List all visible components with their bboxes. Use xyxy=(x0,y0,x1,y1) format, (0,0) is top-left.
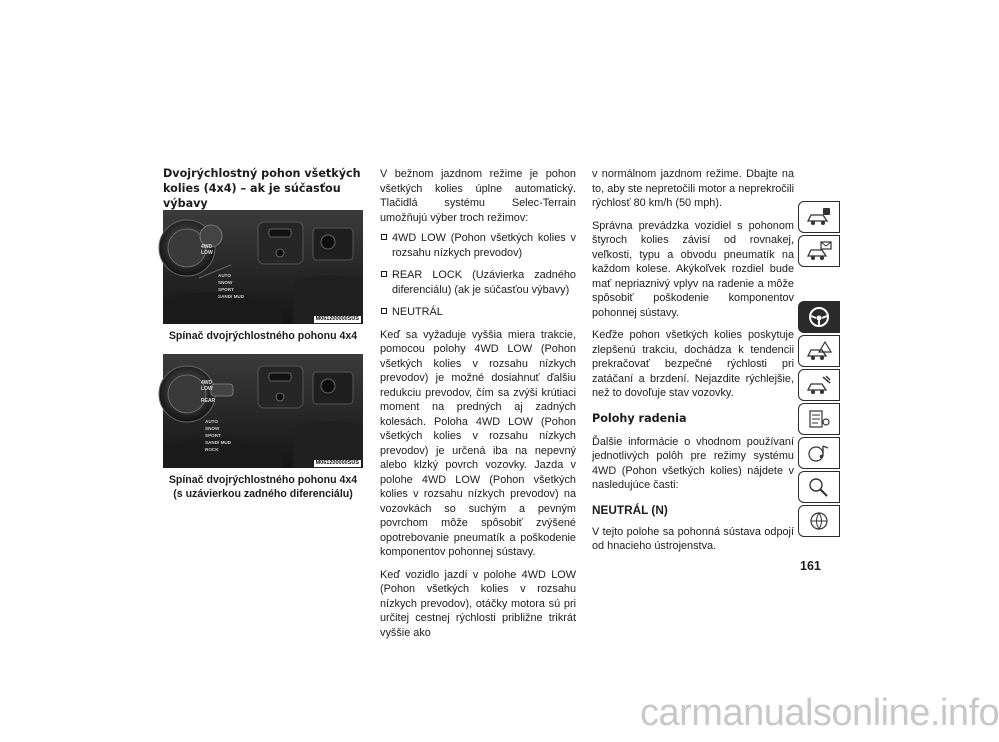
tab-maintenance[interactable] xyxy=(798,403,840,435)
maintenance-list-icon xyxy=(805,408,833,430)
bullet-item: REAR LOCK (Uzávierka zadného diferenciálu) (ak je súčasťou výbavy) xyxy=(380,268,576,297)
image-code: M061200000SUS xyxy=(315,460,359,466)
bullet-item: NEUTRÁL xyxy=(380,305,576,320)
mode-labels: AUTO SNOW SPORT SAND/ MUD ROCK xyxy=(205,419,232,452)
right-column xyxy=(592,167,794,554)
console-illustration-2 xyxy=(163,354,363,468)
bullet-item: 4WD LOW (Pohon všetkých kolies v rozsahu nízkych prevodov) xyxy=(380,231,576,260)
watermark: carmanualsonline.info xyxy=(640,692,999,734)
console-illustration xyxy=(163,210,363,324)
rear-label: REAR xyxy=(201,398,216,404)
checkbox-bullet-icon xyxy=(381,271,387,277)
magnifier-index-icon xyxy=(805,476,833,498)
switch-photo-4x4-rear-lock xyxy=(163,354,363,468)
knob-label: 4WD LOW xyxy=(201,244,213,256)
steering-wheel-icon xyxy=(805,305,833,329)
switch-photo-4x4 xyxy=(163,210,363,324)
tab-languages[interactable] xyxy=(798,505,840,537)
tab-car-message[interactable] xyxy=(798,235,840,267)
knob-label: 4WD LOW xyxy=(201,380,213,392)
tab-multimedia[interactable] xyxy=(798,437,840,469)
body-paragraph: Keďže pohon všetkých kolies poskytuje zlepšenú trakciu, dochádza k tendencii prekračovať bezpečné rýchlosti pri zatáčaní a brzdení. Nejazdite rýchlejšie, než to dovoľuje stav vozovky. xyxy=(592,329,794,399)
mode-labels: AUTO SNOW SPORT SAND/ MUD xyxy=(218,273,245,299)
music-navigation-icon xyxy=(805,442,833,464)
section-heading: Polohy radenia xyxy=(592,411,687,425)
tab-service[interactable] xyxy=(798,369,840,401)
car-warning-icon xyxy=(805,340,833,362)
figure-caption-1: Spínač dvojrýchlostného pohonu 4x4 xyxy=(168,330,358,342)
checkbox-bullet-icon xyxy=(381,308,387,314)
checkbox-bullet-icon xyxy=(381,234,387,240)
image-code: M061200000SUS xyxy=(315,316,359,322)
body-paragraph: Keď sa vyžaduje vyššia miera trakcie, pomocou polohy 4WD LOW (Pohon všetkých kolies v rozsahu nízkych prevodov) je možné dosiahnuť ďalšiu redukciu prevodov, čím sa zvýši krútiaci moment na predných aj zadných kolesách. Poloha 4WD LOW (Pohon všetkých kolies v rozsahu nízkych prevodov) je určená iba na nepevný alebo klzký povrch vozovky. Jazda v polohe 4WD LOW (Pohon všetkých kolies v rozsahu nízkych prevodov) na vozovkách so suchým a pevným povrchom môže spôsobiť zvýšené opotrebovanie pneumatík a poškodenie komponentov pohonnej sústavy. xyxy=(380,328,576,558)
intro-paragraph: V bežnom jazdnom režime je pohon všetkých kolies úplne automatický. Tlačidlá systému Selec-Terrain umožňujú výber troch režimov: xyxy=(380,168,576,224)
body-paragraph: v normálnom jazdnom režime. Dbajte na to, aby ste nepretočili motor a neprekročili rýchlosť 80 km/h (50 mph). xyxy=(592,168,794,209)
body-paragraph: Keď vozidlo jazdí v polohe 4WD LOW (Pohon všetkých kolies v rozsahu nízkych prevodov), otáčky motora sú pri určitej cestnej rýchlosti približne trikrát vyššie ako xyxy=(380,568,576,639)
section-heading: Dvojrýchlostný pohon všetkých kolies (4x4) – ak je súčasťou výbavy xyxy=(163,167,361,210)
tab-driving[interactable] xyxy=(798,301,840,333)
tab-index[interactable] xyxy=(798,471,840,503)
section-heading: NEUTRÁL (N) xyxy=(592,502,668,517)
tab-safety[interactable] xyxy=(798,335,840,367)
car-info-icon xyxy=(805,206,833,228)
tab-car-info[interactable] xyxy=(798,201,840,233)
figure-caption-2: Spínač dvojrýchlostného pohonu 4x4 (s uzávierkou zadného diferenciálu) xyxy=(168,474,358,500)
language-globe-icon xyxy=(805,510,833,532)
car-service-icon xyxy=(805,374,833,396)
body-paragraph: Ďalšie informácie o vhodnom používaní jednotlivých polôh pre režimy systému 4WD (Pohon všetkých kolies) nájdete v nasledujúce časti: xyxy=(592,435,794,491)
middle-column xyxy=(380,167,576,640)
car-message-icon xyxy=(805,240,833,262)
page-number: 161 xyxy=(800,559,821,573)
body-paragraph: Správna prevádzka vozidiel s pohonom štyroch kolies závisí od rovnakej, veľkosti, typu a obvodu pneumatík na každom kolese. Akýkoľvek rozdiel bude mať nepriaznivý vplyv na radenie a môže spôsobiť poškodenie komponentov pohonnej sústavy. xyxy=(592,219,794,319)
body-paragraph: V tejto polohe sa pohonná sústava odpojí od hnacieho ústrojenstva. xyxy=(592,525,794,552)
